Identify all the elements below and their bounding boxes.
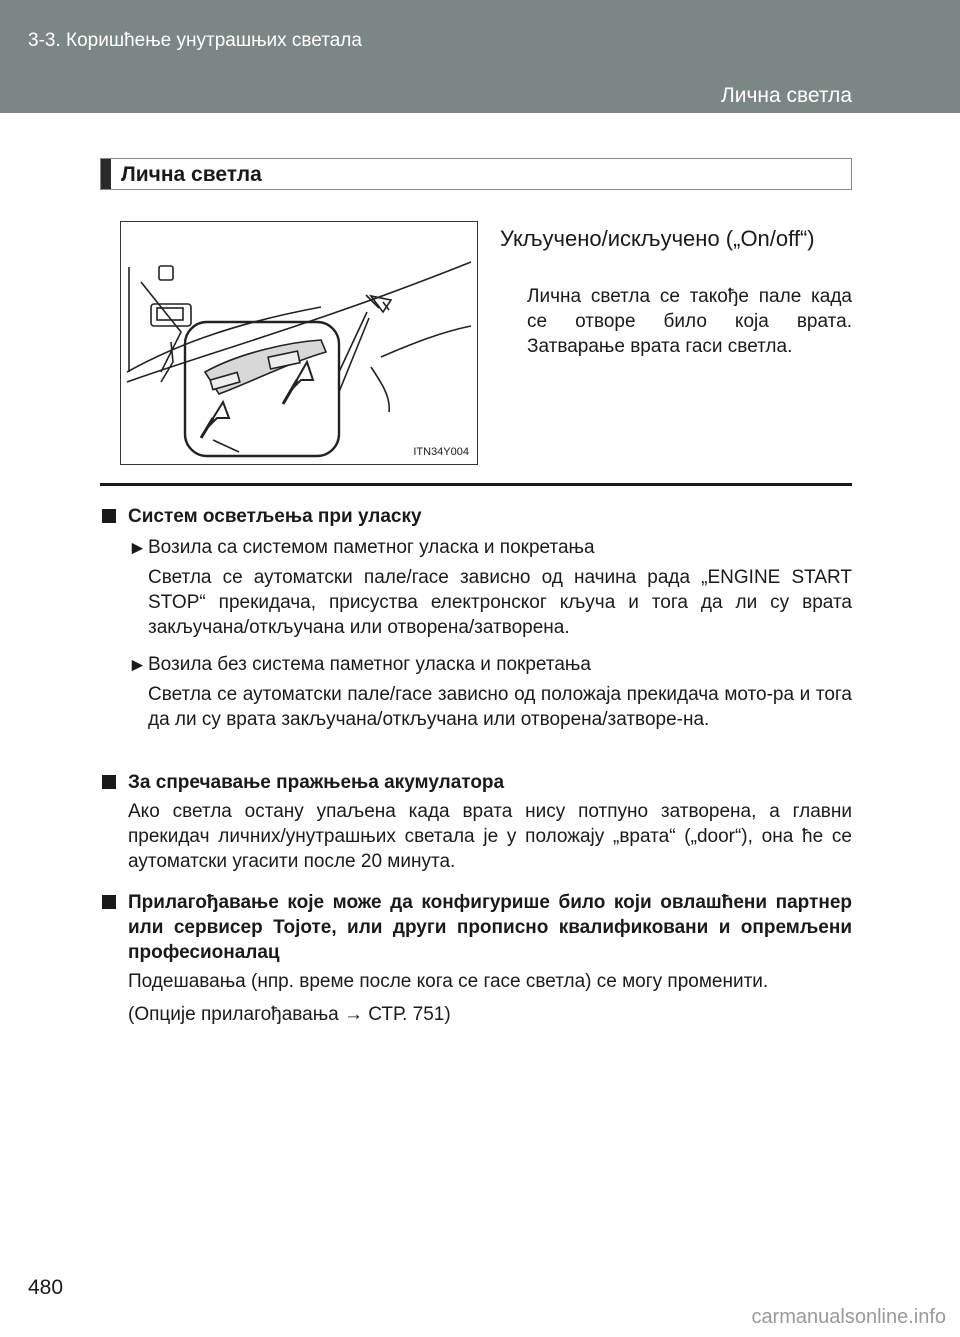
triangle-bullet-icon: ►	[128, 538, 147, 559]
sub-item-label: Возила са системом паметног уласка и покретања	[148, 537, 595, 558]
watermark: carmanualsonline.info	[751, 1306, 946, 1328]
section-heading	[100, 890, 852, 965]
sub-item	[100, 535, 852, 560]
sub-item-text: Светла се аутоматски пале/гасе зависно од начина рада „ENGINE START STOP“ прекидача, присуства електронског кључа и тога да ли су врата закључана/откључана или отворена/затворена.	[148, 567, 852, 638]
section-title: Лична светла	[720, 84, 852, 107]
figure-code: ITN34Y004	[413, 446, 469, 458]
section-heading-text: Прилагођавање које може да конфигурише било који овлашћени партнер или сервисер Тојоте, или други прописно квалификовани и опремљени професионалац	[128, 892, 852, 963]
section-battery-saver	[100, 770, 852, 874]
sub-item-label: Возила без система паметног уласка и покретања	[148, 654, 591, 675]
title-bar	[101, 159, 111, 189]
section-text: Ако светла остану упаљена када врата нису потпуно затворена, а главни прекидач личних/унутрашњих светала је у положају „врата“ („door“), она ће се аутоматски угасити после 20 минута.	[128, 801, 852, 872]
section-divider	[100, 483, 852, 486]
page-number: 480	[28, 1276, 64, 1299]
triangle-bullet-icon: ►	[128, 655, 147, 676]
sub-item	[100, 652, 852, 677]
section-text: Подешавања (нпр. време после кога се гасе светла) се могу променити.	[128, 971, 769, 992]
on-off-title: Укључено/искључено („On/off“)	[500, 226, 815, 251]
personal-lights-illustration	[120, 221, 478, 465]
topic-title-box	[100, 158, 852, 190]
section-heading-text: За спречавање пражњења акумулатора	[128, 772, 505, 793]
sub-item-text: Светла се аутоматски пале/гасе зависно од положаја прекидача мото-ра и тога да ли су врата закључана/откључана или отворена/затворе-на.	[148, 684, 852, 730]
section-customization	[100, 890, 852, 1027]
page-header	[0, 0, 960, 113]
on-off-description: Лична светла се такође пале када се отворе било која врата. Затварање врата гаси светла.	[527, 286, 852, 357]
section-heading	[100, 770, 852, 795]
overhead-console-drawing	[121, 222, 477, 464]
customization-reference[interactable]: (Опције прилагођавања → СТР. 751)	[128, 1004, 451, 1025]
section-entry-illumination	[100, 504, 852, 732]
section-heading	[100, 504, 852, 529]
topic-title: Лична светла	[121, 163, 262, 186]
section-heading-text: Систем осветљења при уласку	[128, 506, 422, 527]
square-bullet-icon	[102, 509, 116, 523]
square-bullet-icon	[102, 775, 116, 789]
chapter-title: 3-3. Коришћење унутрашњих светала	[28, 30, 362, 51]
square-bullet-icon	[102, 895, 116, 909]
